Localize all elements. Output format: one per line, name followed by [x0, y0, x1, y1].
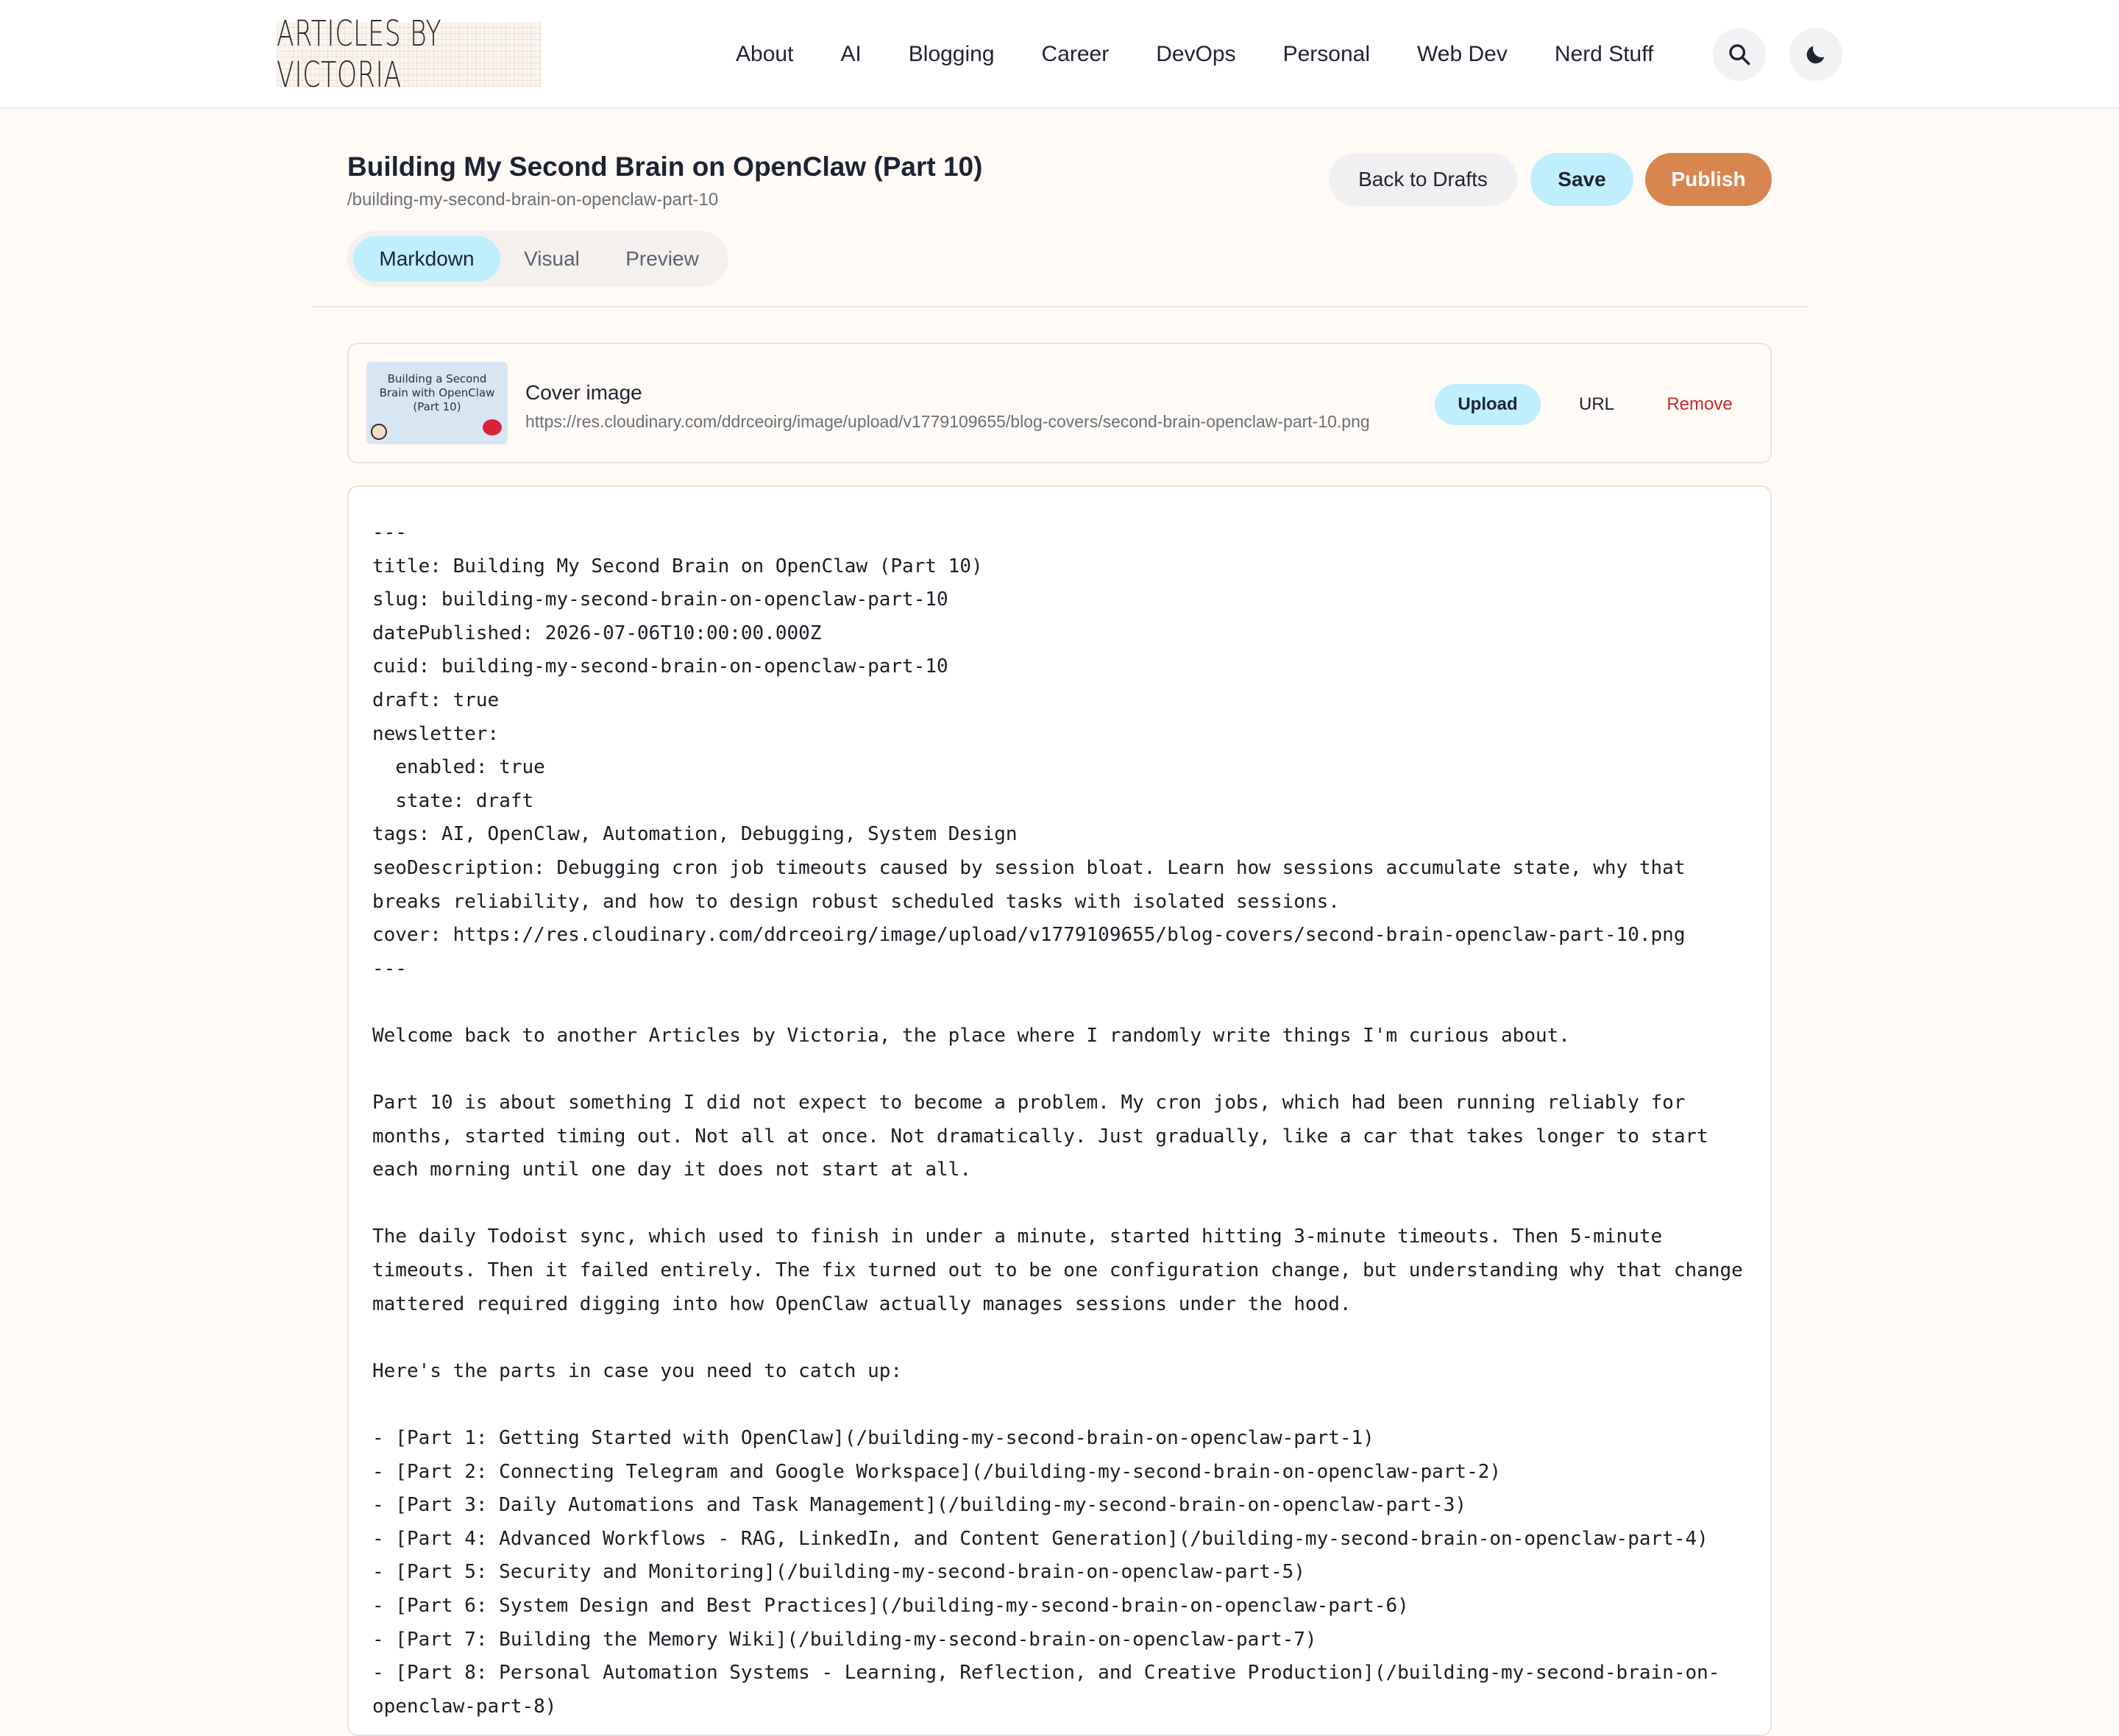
remove-button[interactable]: Remove	[1667, 394, 1733, 414]
editor-line	[372, 1053, 1756, 1087]
editor-line: ---	[372, 957, 407, 980]
editor-line	[372, 1388, 1756, 1422]
nav-link-about[interactable]: About	[736, 42, 794, 66]
editor-line: seoDescription: Debugging cron job timeouts caused by session bloat. Learn how sessions accumulate state, why that breaks reliability, and how to design robust scheduled tasks with isolated sessions.	[372, 856, 1697, 913]
editor-line: - [Part 4: Advanced Workflows - RAG, LinkedIn, and Content Generation](/building-my-second-brain-on-openclaw-part-4)	[372, 1527, 1708, 1550]
markdown-editor[interactable]	[347, 485, 1772, 1736]
site-header	[0, 0, 2119, 109]
editor-line: ---	[372, 522, 407, 544]
editor-line: draft: true	[372, 689, 500, 711]
back-to-drafts-button[interactable]: Back to Drafts	[1329, 153, 1517, 206]
tab-visual[interactable]: Visual	[524, 247, 580, 270]
nav-link-nerd-stuff[interactable]: Nerd Stuff	[1554, 42, 1654, 66]
editor-line: tags: AI, OpenClaw, Automation, Debugging, System Design	[372, 823, 1018, 846]
cover-thumbnail-text: Building a Second Brain with OpenClaw (Part 10)	[379, 372, 495, 413]
tab-markdown[interactable]: Markdown	[353, 236, 500, 282]
main-nav	[736, 0, 1700, 109]
nav-link-blogging[interactable]: Blogging	[908, 42, 995, 66]
nav-link-devops[interactable]: DevOps	[1156, 42, 1236, 66]
editor-line: title: Building My Second Brain on OpenClaw (Part 10)	[372, 555, 983, 577]
editor-line: Here's the parts in case you need to catch up:	[372, 1359, 903, 1382]
editor-line	[372, 986, 1756, 1020]
nav-link-personal[interactable]: Personal	[1282, 42, 1371, 66]
editor-line: - [Part 1: Getting Started with OpenClaw](/building-my-second-brain-on-openclaw-part-1)	[372, 1427, 1374, 1450]
theme-toggle-button[interactable]	[1789, 28, 1842, 81]
upload-button[interactable]: Upload	[1435, 384, 1541, 425]
search-icon	[1727, 42, 1752, 67]
editor-line: - [Part 2: Connecting Telegram and Google Workspace](/building-my-second-brain-on-openclaw-part-2)	[372, 1460, 1502, 1483]
editor-mode-tabs	[347, 231, 728, 287]
editor-line: - [Part 6: System Design and Best Practices](/building-my-second-brain-on-openclaw-part-6)	[372, 1595, 1409, 1617]
editor-line: enabled: true	[372, 756, 545, 779]
url-button[interactable]: URL	[1578, 394, 1614, 414]
cover-image-card	[347, 343, 1772, 463]
nav-link-career[interactable]: Career	[1041, 42, 1110, 66]
editor-line: state: draft	[372, 789, 534, 812]
post-slug: /building-my-second-brain-on-openclaw-part-10	[347, 190, 719, 210]
cover-image-label: Cover image	[525, 381, 642, 404]
editor-line	[372, 1321, 1756, 1355]
save-button[interactable]: Save	[1530, 153, 1633, 206]
brain-icon	[483, 419, 502, 435]
cover-thumbnail	[366, 362, 508, 444]
nav-link-ai[interactable]: AI	[840, 42, 862, 66]
post-title: Building My Second Brain on OpenClaw (Part 10)	[347, 152, 983, 182]
cover-image-url: https://res.cloudinary.com/ddrceoirg/image/upload/v1779109655/blog-covers/second-brain-openclaw-part-10.png	[525, 412, 1370, 431]
editor-line: Part 10 is about something I did not expect to become a problem. My cron jobs, which had been running reliably for months, started timing out. Not all at once. Not dramatically. Just gradually, like a car that takes longer to start each morning until one day it does not start at all.	[372, 1092, 1720, 1181]
avatar-icon	[371, 424, 387, 440]
editor-line: - [Part 7: Building the Memory Wiki](/building-my-second-brain-on-openclaw-part-7)	[372, 1628, 1317, 1651]
nav-link-web-dev[interactable]: Web Dev	[1417, 42, 1508, 66]
search-button[interactable]	[1713, 28, 1766, 81]
editor-line: slug: building-my-second-brain-on-openclaw-part-10	[372, 588, 948, 611]
editor-line	[372, 1187, 1756, 1221]
editor-line: The daily Todoist sync, which used to finish in under a minute, started hitting 3-minute timeouts. Then 5-minute timeouts. Then it failed entirely. The fix turned out to be one configuration change, but understanding why that change mattered required digging into how OpenClaw actually manages sessions under the hood.	[372, 1225, 1755, 1315]
editor-line: cover: https://res.cloudinary.com/ddrceoirg/image/upload/v1779109655/blog-covers/second-brain-openclaw-part-10.png	[372, 924, 1686, 947]
editor-line: - [Part 5: Security and Monitoring](/building-my-second-brain-on-openclaw-part-5)	[372, 1561, 1305, 1584]
editor-line: newsletter:	[372, 722, 500, 745]
publish-button[interactable]: Publish	[1645, 153, 1772, 206]
editor-line: Welcome back to another Articles by Victoria, the place where I randomly write things I'm curious about.	[372, 1024, 1570, 1047]
editor-line: datePublished: 2026-07-06T10:00:00.000Z	[372, 622, 822, 644]
section-divider	[312, 306, 1807, 307]
editor-line: - [Part 8: Personal Automation Systems - Learning, Reflection, and Creative Production](/building-my-second-brain-on-openclaw-part-8)	[372, 1662, 1720, 1718]
moon-icon	[1803, 42, 1828, 67]
editor-line: - [Part 3: Daily Automations and Task Management](/building-my-second-brain-on-openclaw-part-3)	[372, 1494, 1467, 1517]
editor-line: cuid: building-my-second-brain-on-openclaw-part-10	[372, 655, 948, 678]
markdown-text[interactable]	[372, 516, 1756, 1723]
site-logo[interactable]: ARTICLES BY VICTORIA	[277, 22, 542, 87]
tab-preview[interactable]: Preview	[625, 247, 699, 270]
